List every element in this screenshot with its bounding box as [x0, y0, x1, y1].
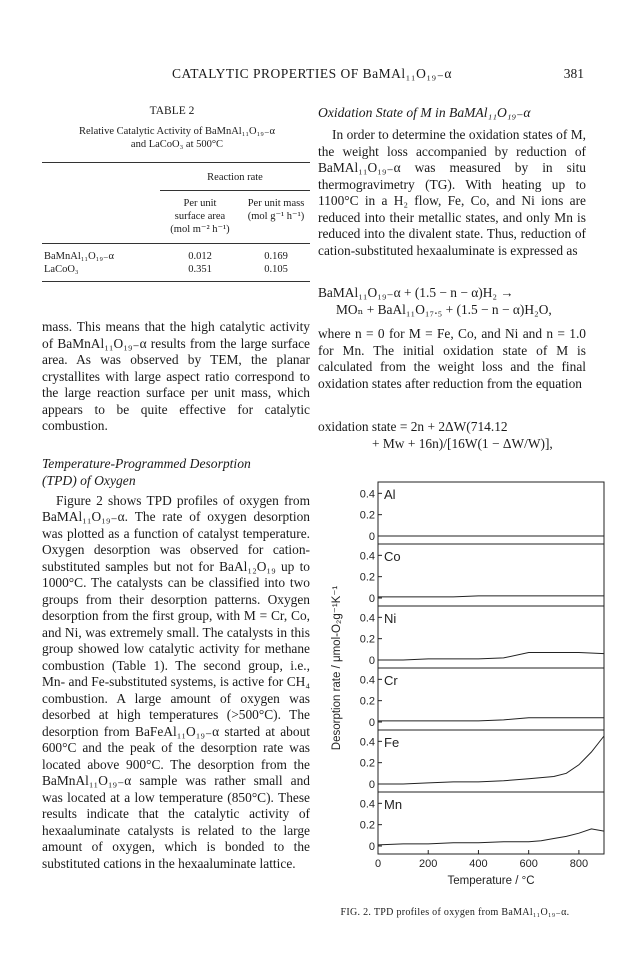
table-col1-line2: surface area [174, 211, 226, 222]
series-label: Al [384, 487, 396, 502]
y-tick-label: 0.4 [359, 674, 375, 687]
x-axis-label: Temperature / °C [447, 875, 535, 887]
left-paragraph-2: Figure 2 shows TPD profiles of oxygen from BaMAl₁₁O₁₉₋α. The rate of oxygen desorption was plotted as a function of catalyst temperature. Oxygen desorption was observed for cation-substituted samples but not for BaAl₁₂O₁₉ up to 1000°C. The catalysts can be classified into two groups from their desorption patterns. Oxygen desorption from the first group, with M = Cr, Co, and Ni, was extremely small. The catalysts in this group showed low catalytic activity for methane combustion (Table 1). The second group, i.e., Mn- and Fe-substituted systems, is active for CH₄ combustion. A large amount of oxygen was desorbed at high temperatures (>500°C). The desorption from BaFeAl₁₁O₁₉₋α started at about 600°C and the peak of the desorption rate was located above 900°C. The desorption from the BaMnAl₁₁O₁₉₋α sample was rather small and was located at a low temperature (850°C). These results indicate that the catalytic activity of hexaaluminate catalysts is related to the large amount of oxygen, which is bonded to the substituted cations in the hexaaluminate lattice. [42, 492, 310, 871]
y-tick-label: 0.4 [359, 488, 375, 501]
table-col2-line1: Per unit mass [247, 198, 305, 209]
series-line [378, 736, 604, 784]
series-line [378, 596, 604, 597]
running-header [0, 66, 624, 86]
left-paragraph-1: mass. This means that the high catalytic activity of BaMnAl₁₁O₁₉₋α results from the large surface area. As was observed by TEM, the planar crystallites with large aspect ratio correspond to the large reaction surface per unit mass, which appears to be quite effective for catalytic combustion. [42, 319, 310, 433]
y-tick-label: 0 [368, 593, 375, 605]
y-tick-label: 0.2 [359, 819, 375, 832]
right-paragraph-2: where n = 0 for M = Fe, Co, and Ni and n = 1.0 for Mn. The initial oxidation state of M is calculated from the weight loss and the final oxidation states after reduction from the equation [318, 326, 586, 391]
section-heading-tpd-line1: Temperature-Programmed Desorption [42, 455, 251, 471]
table-col2-line2: (mol g⁻¹ h⁻¹) [247, 211, 305, 222]
table-col1-line3: (mol m⁻² h⁻¹) [170, 224, 230, 235]
table-row-name: BaMnAl₁₁O₁₉₋α [44, 251, 115, 262]
y-tick-label: 0.4 [359, 798, 375, 811]
x-tick-label: 200 [419, 858, 438, 870]
x-tick-label: 400 [469, 858, 488, 870]
y-tick-label: 0.2 [359, 695, 375, 708]
series-line [378, 829, 604, 845]
y-tick-label: 0.2 [359, 633, 375, 646]
panel-frame [378, 482, 604, 544]
y-tick-label: 0.2 [359, 509, 375, 522]
x-tick-label: 800 [569, 858, 589, 870]
series-label: Ni [384, 611, 397, 626]
series-line [378, 653, 604, 661]
y-axis-label: Desorption rate / μmol-O₂g⁻¹K⁻¹ [331, 585, 343, 751]
right-column [318, 104, 586, 259]
table-group-rule [160, 190, 310, 191]
y-tick-label: 0 [368, 717, 375, 729]
table-title: TABLE 2 [149, 105, 195, 117]
equation-2-line2: + Mw + 16n)/[16W(1 − ΔW/W)], [372, 436, 553, 451]
table-caption-line1: Relative Catalytic Activity of BaMnAl₁₁O₁₉₋α [79, 126, 275, 137]
page-number: 381 [563, 66, 584, 81]
y-tick-label: 0.4 [359, 736, 375, 749]
table-row-area: 0.351 [188, 264, 212, 275]
figure-caption: FIG. 2. TPD profiles of oxygen from BaMAl₁₁O₁₉₋α. [340, 907, 570, 918]
table-row-mass: 0.169 [264, 251, 288, 262]
right-column-continued [318, 326, 586, 392]
y-tick-label: 0 [368, 841, 375, 853]
table-row-name: LaCoO₃ [44, 264, 79, 275]
running-title: CATALYTIC PROPERTIES OF BaMAl₁₁O₁₉₋α [172, 66, 452, 81]
equation-1-line1: BaMAl₁₁O₁₉₋α + (1.5 − n − α)H₂ → [318, 285, 514, 300]
table-bottom-rule [42, 281, 310, 282]
series-line [378, 718, 604, 721]
table-caption-line2: and LaCoO₃ at 500°C [130, 139, 224, 150]
series-label: Cr [384, 673, 398, 688]
y-tick-label: 0.4 [359, 550, 375, 563]
table-top-rule [42, 162, 310, 163]
x-tick-label: 0 [374, 858, 382, 870]
section-heading-tpd-line2: (TPD) of Oxygen [42, 472, 136, 488]
panel-frame [378, 730, 604, 792]
table-header-rule [42, 243, 310, 244]
series-label: Co [384, 549, 401, 564]
section-heading-oxidation: Oxidation State of M in BaMAl₁₁O₁₉₋α [318, 105, 531, 120]
table-group-header: Reaction rate [207, 172, 263, 183]
y-tick-label: 0 [368, 779, 375, 791]
left-column [42, 319, 310, 872]
equation-2-line1: oxidation state = 2n + 2ΔW(714.12 [318, 419, 508, 434]
table-col1-line1: Per unit [183, 198, 217, 209]
y-tick-label: 0 [368, 655, 375, 667]
series-label: Mn [384, 797, 403, 812]
x-tick-label: 600 [519, 858, 538, 870]
y-tick-label: 0.4 [359, 612, 375, 625]
tpd-figure [300, 476, 610, 896]
y-tick-label: 0.2 [359, 757, 375, 770]
y-tick-label: 0.2 [359, 571, 375, 584]
table-row-area: 0.012 [188, 251, 212, 262]
y-tick-label: 0 [368, 531, 375, 543]
panel-frame [378, 792, 604, 854]
equation-1-line2: MOₙ + BaAl₁₁O₁₇.₅ + (1.5 − n − α)H₂O, [336, 302, 552, 317]
table-row-mass: 0.105 [264, 264, 288, 275]
series-label: Fe [384, 735, 400, 750]
right-paragraph-1: In order to determine the oxidation states of M, the weight loss accompanied by reduction of BaMAl₁₁O₁₉₋α was measured by in situ thermogravimetry (TG). With heating up to 1100°C in a H₂ flow, Fe, Co, and Ni ions are reduced into their metallic states, and only Mn is reduced into the divalent state. Thus, reduction of cation-substituted hexaaluminate is expressed as [318, 127, 586, 258]
